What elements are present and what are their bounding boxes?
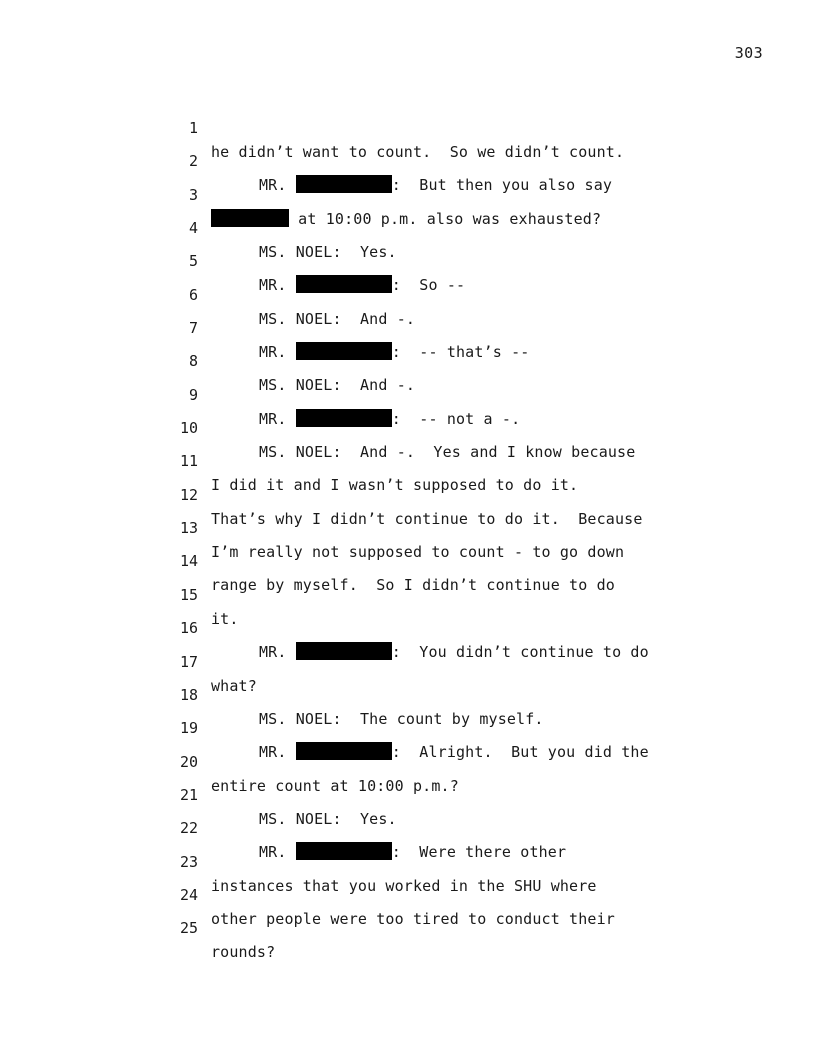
transcript-line xyxy=(0,125,816,195)
line-text: : -- that’s -- xyxy=(391,343,530,362)
line-text: rounds? xyxy=(211,943,276,962)
line-text: MS. NOEL: And -. xyxy=(259,376,416,395)
transcript-line xyxy=(0,859,816,928)
line-number: 15 xyxy=(179,585,198,604)
line-number: 1 xyxy=(188,119,198,137)
line-number: 12 xyxy=(179,485,198,504)
speaker-title: MR. xyxy=(259,409,287,428)
line-text: : -- not a -. xyxy=(391,409,521,428)
line-text: : But then you also say xyxy=(391,176,613,195)
line-number: 21 xyxy=(179,785,198,804)
line-text: : So -- xyxy=(391,276,466,295)
transcript-line xyxy=(0,292,816,362)
line-text: MS. NOEL: And -. xyxy=(259,309,416,328)
line-number: 19 xyxy=(179,719,198,738)
transcript-line xyxy=(0,459,816,528)
transcript-line xyxy=(0,759,816,828)
line-number: 16 xyxy=(179,619,198,638)
line-number: 20 xyxy=(179,752,198,771)
page-number: 303 xyxy=(734,44,763,62)
line-text: MS. NOEL: Yes. xyxy=(259,809,397,828)
line-text: I’m really not supposed to count - to go down xyxy=(211,543,625,562)
line-number: 14 xyxy=(179,552,198,571)
line-number: 3 xyxy=(188,185,198,204)
line-number: 25 xyxy=(179,919,198,938)
line-number: 2 xyxy=(188,152,198,171)
speaker-title: MR. xyxy=(259,176,287,195)
line-number: 6 xyxy=(188,285,198,304)
line-text: MS. NOEL: And -. Yes and I know because xyxy=(259,443,636,462)
line-number: 8 xyxy=(188,352,198,371)
transcript-line xyxy=(0,559,816,628)
line-number: 24 xyxy=(179,885,198,904)
line-number: 18 xyxy=(179,685,198,704)
transcript-line xyxy=(0,259,816,328)
speaker-title: MR. xyxy=(259,276,287,295)
transcript-line xyxy=(0,92,816,161)
line-text: at 10:00 p.m. also was exhausted? xyxy=(289,209,602,228)
line-text: MS. NOEL: Yes. xyxy=(259,243,397,262)
transcript-line xyxy=(0,659,816,728)
line-text: other people were too tired to conduct their xyxy=(211,909,615,928)
transcript-body xyxy=(0,92,816,962)
line-number: 7 xyxy=(188,319,198,338)
speaker-title: MR. xyxy=(259,643,287,662)
line-number: 17 xyxy=(179,652,198,671)
speaker-title: MR. xyxy=(259,843,287,862)
line-number: 10 xyxy=(179,419,198,438)
line-number: 9 xyxy=(188,385,198,404)
line-number: 23 xyxy=(179,852,198,871)
transcript-line xyxy=(0,359,816,428)
line-number: 13 xyxy=(179,519,198,538)
line-text: what? xyxy=(211,676,257,695)
transcript-line xyxy=(0,325,816,395)
line-number: 4 xyxy=(188,219,198,238)
line-text: MS. NOEL: The count by myself. xyxy=(259,709,544,728)
transcript-line xyxy=(0,225,816,295)
line-text: instances that you worked in the SHU where xyxy=(211,876,597,895)
line-text: : Were there other xyxy=(391,843,567,862)
transcript-line xyxy=(0,159,816,228)
line-text: entire count at 10:00 p.m.? xyxy=(211,776,459,795)
line-text: I did it and I wasn’t supposed to do it. xyxy=(211,476,579,495)
line-number: 22 xyxy=(179,819,198,838)
line-text: it. xyxy=(211,609,239,628)
transcript-line xyxy=(0,892,816,962)
speaker-title: MR. xyxy=(259,343,287,362)
line-number: 5 xyxy=(188,252,198,271)
speaker-title: MR. xyxy=(259,743,287,762)
line-text: : You didn’t continue to do xyxy=(391,643,649,662)
line-text: That’s why I didn’t continue to do it. Because xyxy=(211,509,643,528)
line-text: he didn’t want to count. So we didn’t count. xyxy=(211,143,625,161)
line-number: 11 xyxy=(179,452,198,471)
transcript-line xyxy=(0,192,816,262)
line-text: range by myself. So I didn’t continue to do xyxy=(211,576,615,595)
line-text: : Alright. But you did the xyxy=(391,743,649,762)
